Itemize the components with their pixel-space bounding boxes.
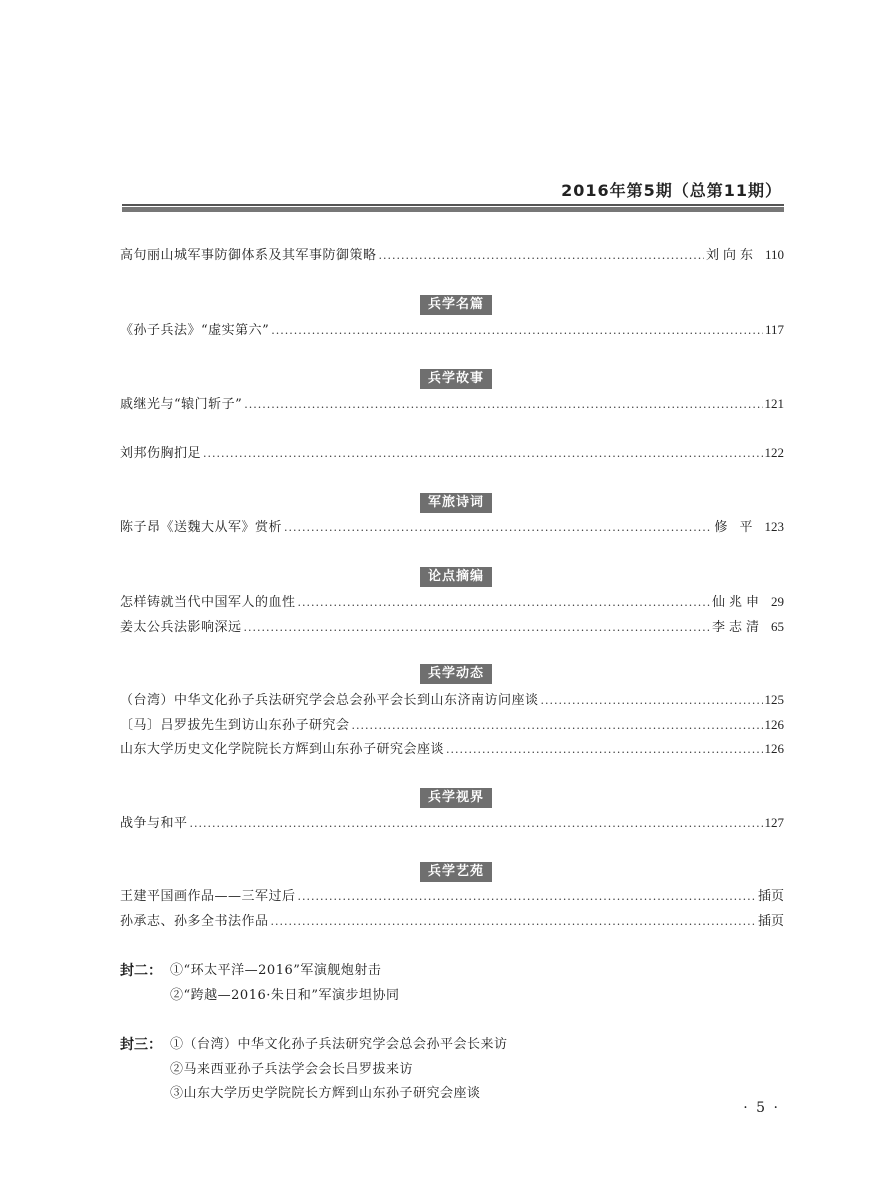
entry-author: 修 平 (714, 520, 757, 535)
leader-dots (190, 814, 763, 834)
toc-entry[interactable] (120, 813, 784, 833)
section-heading: 兵学艺苑 (420, 862, 492, 882)
entry-page: 125 (764, 692, 784, 707)
toc-entry[interactable] (120, 690, 784, 710)
entry-page: 121 (764, 396, 784, 411)
leader-dots (379, 246, 704, 266)
toc-entry[interactable] (120, 394, 784, 414)
section-heading: 兵学视界 (420, 788, 492, 808)
entry-title: 孙承志、孙多全书法作品 (120, 914, 269, 929)
entry-title: 陈子昂《送魏大从军》赏析 (120, 520, 283, 535)
leader-dots (298, 887, 756, 907)
entry-title: 〔马〕吕罗拔先生到访山东孙子研究会 (120, 718, 350, 733)
toc-entry[interactable] (120, 715, 784, 735)
entry-page: 插页 (757, 888, 784, 903)
toc-entry[interactable] (120, 617, 784, 637)
cover3-item: ③山东大学历史学院院长方辉到山东孙子研究会座谈 (170, 1086, 481, 1101)
section-heading: 兵学故事 (420, 369, 492, 389)
leader-dots (203, 444, 762, 464)
entry-page: 123 (764, 519, 784, 534)
entry-title: 山东大学历史文化学院院长方辉到山东孙子研究会座谈 (120, 742, 445, 757)
toc-entry[interactable] (120, 517, 784, 537)
leader-dots (298, 593, 710, 613)
entry-page: 110 (764, 247, 784, 262)
entry-page: 117 (764, 322, 784, 337)
toc-entry[interactable] (120, 320, 784, 340)
leader-dots (446, 740, 762, 760)
entry-page: 插页 (757, 913, 784, 928)
toc-entry[interactable] (120, 443, 784, 463)
leader-dots (271, 912, 756, 932)
entry-page: 65 (771, 619, 784, 634)
section-heading: 军旅诗词 (420, 493, 492, 513)
entry-title: 高句丽山城军事防御体系及其军事防御策略 (120, 248, 377, 263)
toc-entry[interactable] (120, 245, 784, 265)
entry-page: 126 (764, 717, 784, 732)
leader-dots (284, 518, 712, 538)
cover3-label: 封三： (120, 1037, 162, 1053)
section-heading: 论点摘编 (420, 567, 492, 587)
cover3-item: ②马来西亚孙子兵法学会会长吕罗拔来访 (170, 1062, 414, 1077)
entry-title: 怎样铸就当代中国军人的血性 (120, 595, 296, 610)
entry-title: 刘邦伤胸扪足 (120, 446, 202, 461)
entry-author: 李志清 (711, 620, 763, 635)
leader-dots (352, 716, 763, 736)
entry-page: 122 (764, 445, 784, 460)
cover2-item: ①“环太平洋—2016”军演舰炮射击 (170, 963, 382, 978)
entry-author: 仙兆申 (711, 595, 763, 610)
section-heading: 兵学动态 (420, 664, 492, 684)
entry-title: 王建平国画作品——三军过后 (120, 889, 296, 904)
entry-title: （台湾）中华文化孙子兵法研究学会总会孙平会长到山东济南访问座谈 (120, 693, 539, 708)
entry-page: 127 (764, 815, 784, 830)
leader-dots (541, 691, 763, 711)
leader-dots (271, 321, 763, 341)
entry-title: 《孙子兵法》“虚实第六” (120, 323, 270, 338)
leader-dots (244, 395, 762, 415)
header-rule-thin (122, 204, 784, 206)
cover2-label: 封二： (120, 963, 162, 979)
entry-title: 戚继光与“辕门斩子” (120, 397, 243, 412)
toc-entry[interactable] (120, 886, 784, 906)
entry-page: 126 (764, 741, 784, 756)
cover3-item: ①（台湾）中华文化孙子兵法研究学会总会孙平会长来访 (170, 1037, 508, 1052)
toc-entry[interactable] (120, 911, 784, 931)
page-number: · 5 · (743, 1100, 780, 1116)
toc-entry[interactable] (120, 739, 784, 759)
header-rule-thick (122, 207, 784, 212)
section-heading: 兵学名篇 (420, 295, 492, 315)
toc-entry[interactable] (120, 592, 784, 612)
entry-page: 29 (771, 594, 784, 609)
issue-header: 2016年第5期（总第11期） (561, 181, 782, 200)
entry-title: 姜太公兵法影响深远 (120, 620, 242, 635)
entry-author: 刘向东 (705, 248, 757, 263)
leader-dots (244, 618, 710, 638)
cover2-item: ②“跨越—2016·朱日和”军演步坦协同 (170, 988, 400, 1003)
entry-title: 战争与和平 (120, 816, 188, 831)
